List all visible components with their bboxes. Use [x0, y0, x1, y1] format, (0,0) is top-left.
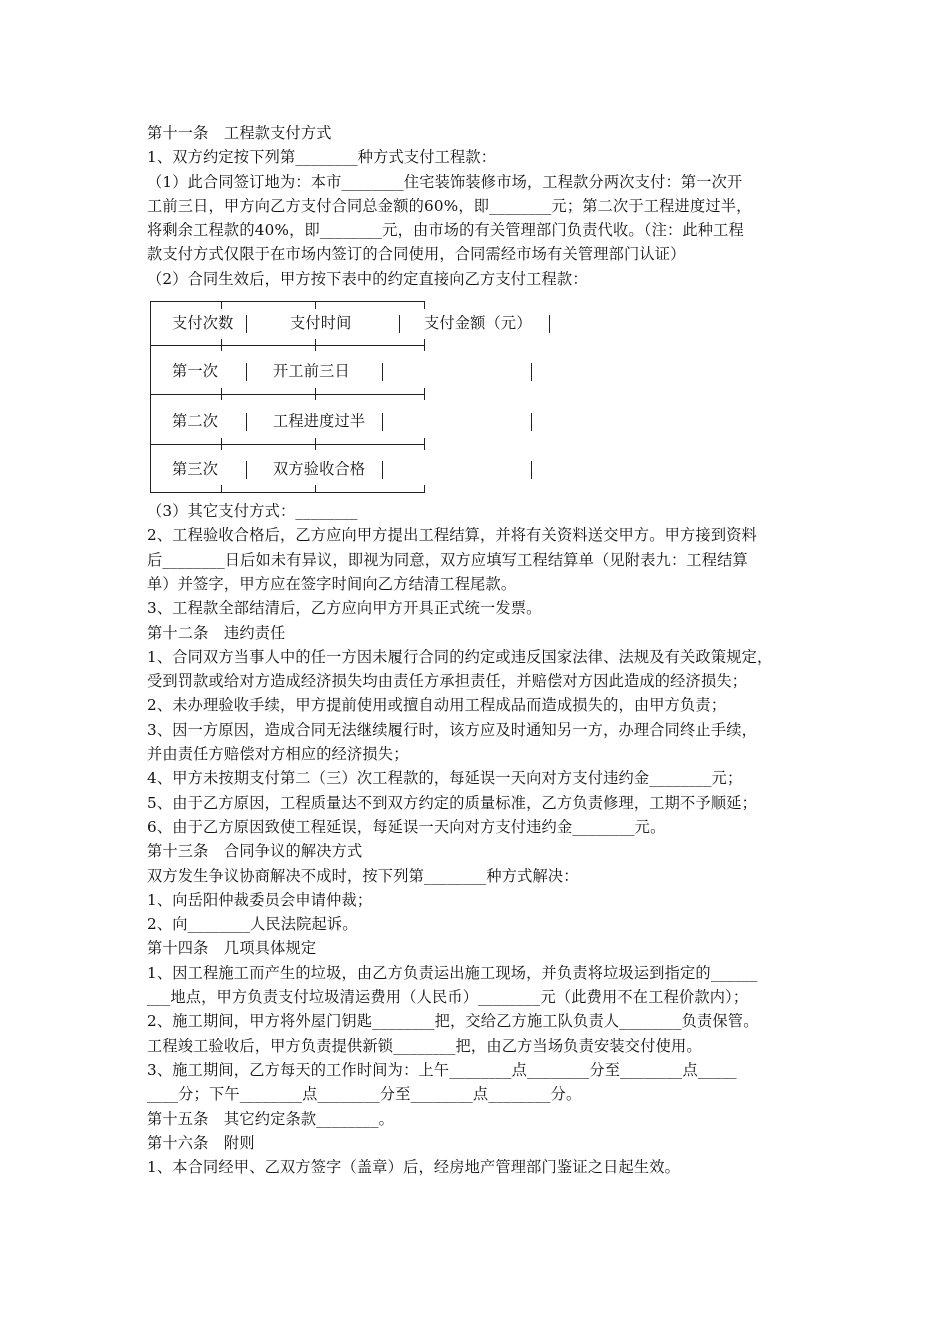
doc-line: 5、由于乙方原因，工程质量达不到双方约定的质量标准，乙方负责修理，工期不予顺延； — [147, 793, 757, 812]
table-tick — [315, 388, 316, 400]
doc-line: 并由责任方赔偿对方相应的经济损失； — [147, 745, 409, 764]
section-heading: 第十六条 附则 — [147, 1133, 255, 1152]
table-separator — [246, 413, 247, 431]
table-tick — [221, 485, 222, 493]
doc-line: 款支付方式仅限于在市场内签订的合同使用，合同需经市场有关管理部门认证） — [147, 245, 686, 264]
table-separator — [531, 461, 532, 479]
table-tick — [315, 339, 316, 351]
doc-line: 后________日后如未有异议，即视为同意，双方应填写工程结算单（见附表九：工程结算 — [147, 550, 748, 569]
doc-line: ___地点，甲方负责支付垃圾清运费用（人民币）________元（此费用不在工程价款内）； — [147, 988, 749, 1007]
doc-line: ____分；下午________点________分至________点________分。 — [147, 1085, 582, 1104]
table-tick — [424, 485, 425, 493]
doc-line: （1）此合同签订地为：本市________住宅装饰装修市场，工程款分两次支付：第一次开 — [147, 172, 743, 191]
section-heading: 第十二条 违约责任 — [147, 623, 286, 642]
table-left-border — [150, 301, 151, 493]
section-heading: 第十三条 合同争议的解决方式 — [147, 842, 363, 861]
table-tick — [424, 438, 425, 450]
doc-line: 4、甲方未按期支付第二（三）次工程款的，每延误一天向对方支付违约金________元； — [147, 769, 743, 788]
doc-line: 1、向岳阳仲裁委员会申请仲裁； — [147, 890, 373, 909]
table-tick — [315, 301, 316, 309]
table-cell-count: 第一次 — [172, 362, 219, 381]
table-separator — [382, 413, 383, 431]
table-separator — [531, 413, 532, 431]
table-tick — [424, 301, 425, 309]
table-tick — [221, 388, 222, 400]
table-tick — [221, 301, 222, 309]
table-separator — [382, 363, 383, 381]
doc-line: 1、因工程施工而产生的垃圾，由乙方负责运出施工现场，并负责将垃圾运到指定的______ — [147, 963, 758, 982]
table-rule — [150, 345, 425, 346]
doc-line: 2、未办理验收手续，甲方提前使用或擅自动用工程成品而造成损失的，由甲方负责； — [147, 696, 727, 715]
sections-11-to-16-text — [147, 499, 827, 1179]
doc-line: 第十一条 工程款支付方式 — [147, 124, 332, 142]
doc-line: 1、本合同经甲、乙双方签字（盖章）后，经房地产管理部门鉴证之日起生效。 — [147, 1158, 681, 1177]
table-separator — [549, 315, 550, 333]
table-separator — [531, 363, 532, 381]
doc-line: 工前三日，甲方向乙方支付合同总金额的60%，即________元；第二次于工程进度过半， — [147, 196, 752, 215]
table-tick — [315, 485, 316, 493]
table-tick — [315, 438, 316, 450]
table-rule — [150, 394, 425, 395]
doc-line: （2）合同生效后，甲方按下表中的约定直接向乙方支付工程款： — [147, 269, 588, 288]
table-tick — [424, 339, 425, 351]
doc-line: 3、因一方原因，造成合同无法继续履行时，该方应及时通知另一方，办理合同终止手续， — [147, 720, 757, 739]
document-page — [147, 121, 827, 1179]
doc-line: 1、双方约定按下列第________种方式支付工程款： — [147, 148, 497, 167]
table-rule — [150, 301, 425, 302]
doc-line: 1、合同双方当事人中的任一方因未履行合同的约定或违反国家法律、法规及有关政策规定， — [147, 647, 773, 666]
table-cell-time: 工程进度过半 — [273, 412, 366, 431]
doc-line: （3）其它支付方式：________ — [147, 502, 358, 521]
table-tick — [424, 388, 425, 400]
doc-line: 工程竣工验收后，甲方负责提供新锁________把，由乙方当场负责安装交付使用。 — [147, 1036, 702, 1055]
doc-line: 2、向________人民法院起诉。 — [147, 915, 358, 934]
table-separator — [246, 363, 247, 381]
table-header-count: 支付次数 — [172, 314, 234, 333]
section-heading: 第十五条 其它约定条款________。 — [147, 1109, 394, 1128]
payment-schedule-table — [147, 293, 827, 497]
doc-line: 3、工程款全部结清后，乙方应向甲方开具正式统一发票。 — [147, 599, 542, 618]
table-cell-count: 第二次 — [172, 412, 219, 431]
table-rule — [150, 492, 425, 493]
doc-line: 将剩余工程款的40%，即________元，由市场的有关管理部门负责代收。（注：此种工程 — [147, 221, 744, 240]
table-header-amount: 支付金额（元） — [424, 314, 532, 333]
doc-line: 双方发生争议协商解决不成时，按下列第________种方式解决： — [147, 866, 579, 885]
section-11-text — [147, 121, 827, 291]
section-heading: 第十四条 几项具体规定 — [147, 939, 317, 958]
table-header-time: 支付时间 — [290, 314, 352, 333]
table-tick — [221, 438, 222, 450]
table-separator — [246, 461, 247, 479]
table-separator — [399, 315, 400, 333]
doc-line: 受到罚款或给对方造成经济损失均由责任方承担责任，并赔偿对方因此造成的经济损失； — [147, 672, 748, 691]
table-rule — [150, 444, 425, 445]
table-separator — [246, 315, 247, 333]
doc-line: 6、由于乙方原因致使工程延误，每延误一天向对方支付违约金________元。 — [147, 817, 666, 836]
doc-line: 单）并签字，甲方应在签字时间向乙方结清工程尾款。 — [147, 574, 517, 593]
table-cell-time: 双方验收合格 — [273, 460, 366, 479]
table-separator — [382, 461, 383, 479]
doc-line: 2、施工期间，甲方将外屋门钥匙________把，交给乙方施工队负责人________负责保管。 — [147, 1012, 759, 1031]
doc-line: 2、工程验收合格后，乙方应向甲方提出工程结算，并将有关资料送交甲方。甲方接到资料 — [147, 526, 757, 545]
table-cell-time: 开工前三日 — [273, 362, 350, 381]
table-cell-count: 第三次 — [172, 460, 219, 479]
doc-line: 3、施工期间，乙方每天的工作时间为：上午________点________分至________点_____ — [147, 1060, 737, 1079]
table-tick — [221, 339, 222, 351]
